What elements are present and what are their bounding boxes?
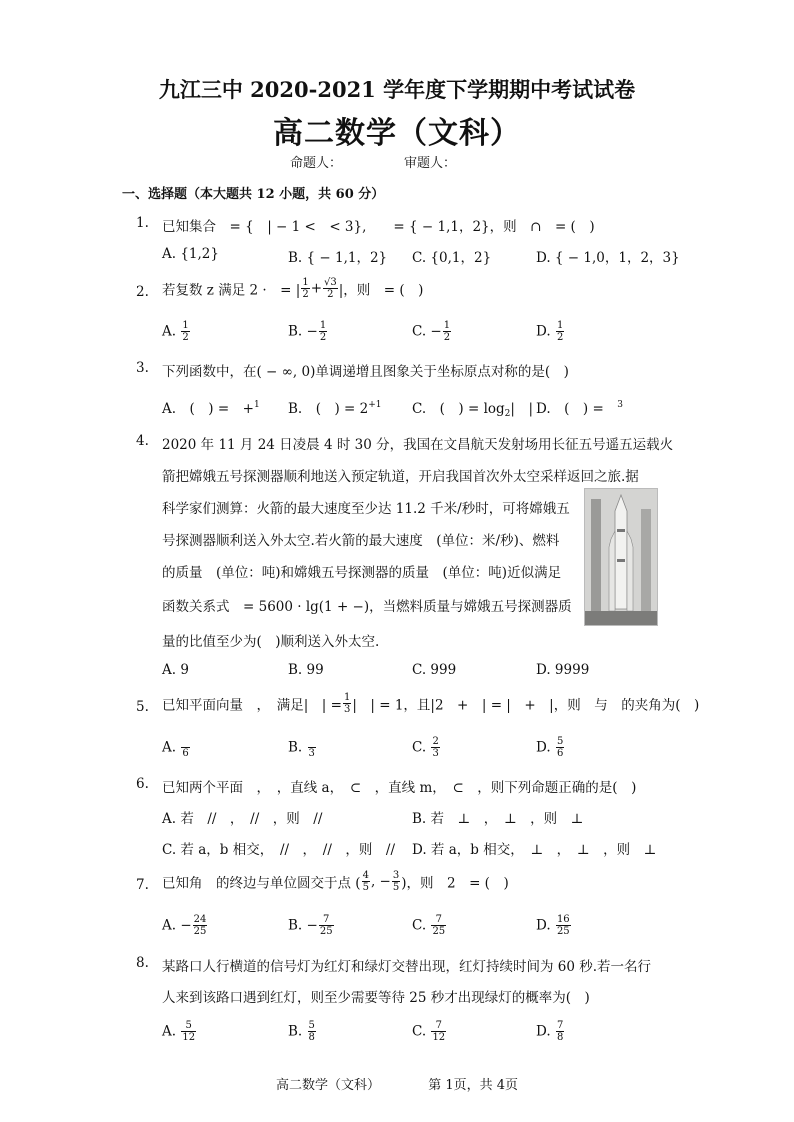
- option-a: A. $\frac{5}{12}$: [162, 1020, 196, 1043]
- question-stem: 已知角 的终边与单位圆交于点 ( $\frac{4}{5}$ , − $\frac{3}{5}$ )，则 2 = ( ): [162, 870, 509, 893]
- section-heading: 一、选择题（本大题共 12 小题，共 60 分）: [122, 187, 385, 202]
- footer-subject: 高二数学（文科）: [275, 1078, 380, 1093]
- option-b: B. $\frac{5}{8}$: [288, 1020, 315, 1043]
- option-b: B. 3: [288, 736, 317, 759]
- option-a: A. $\frac{1}{2}$: [162, 320, 189, 343]
- option-c: C. − $\frac{1}{2}$: [412, 320, 451, 343]
- question-stem: 若复数 z 满足 2 · = | $\frac{1}{2}$ + $\frac{√3}{2}$ |，则 = ( ): [162, 277, 424, 300]
- question-stem: 已知平面向量 ， 满足| | = $\frac{1}{3}$ | | = 1，且|2 + | = | + |，则 与 的夹角为( ): [162, 692, 700, 715]
- author-label: 命题人：: [290, 156, 343, 171]
- option-c: C. {0,1，2}: [412, 250, 492, 266]
- footer-page-number: 第 1页，共 4页: [428, 1078, 519, 1093]
- exam-subject-title: 高二数学（文科）: [273, 116, 521, 151]
- option-b: B. − $\frac{7}{25}$: [288, 914, 333, 937]
- question-text-line: 号探测器顺利送入外太空.若火箭的最大速度 (单位：米/秒)、燃料: [162, 533, 560, 549]
- question-text-line: 科学家们测算：火箭的最大速度至少达 11.2 千米/秒时，可将嫦娥五: [162, 501, 570, 517]
- question-text-line: 某路口人行横道的信号灯为红灯和绿灯交替出现，红灯持续时间为 60 秒.若一名行: [162, 959, 652, 975]
- option-a: A. {1,2}: [162, 246, 219, 262]
- question-number: 7.: [136, 877, 149, 893]
- exam-school-title: 九江三中 2020-2021 学年度下学期期中考试试卷: [158, 77, 636, 102]
- option-a: A. 若 // ， // ，则 //: [162, 811, 323, 827]
- option-a: A. − $\frac{24}{25}$: [162, 914, 207, 937]
- option-b: B. 99: [288, 662, 324, 678]
- option-d: D. 若 a，b 相交， ⊥ ， ⊥ ，则 ⊥: [412, 842, 657, 858]
- question-number: 4.: [136, 433, 149, 449]
- question-number: 3.: [136, 360, 149, 376]
- question-number: 1.: [136, 215, 149, 231]
- question-text-line: 函数关系式 = 5600 · lg(1 + −)，当燃料质量与嫦娥五号探测器质: [162, 599, 572, 615]
- question-number: 2.: [136, 284, 149, 300]
- option-d: D. $\frac{5}{6}$: [536, 736, 564, 759]
- option-d: D. $\frac{16}{25}$: [536, 914, 570, 937]
- option-a: A. 6: [162, 736, 191, 759]
- question-number: 5.: [136, 699, 149, 715]
- option-c: C. 999: [412, 662, 457, 678]
- option-b: B. 若 ⊥ ， ⊥ ，则 ⊥: [412, 811, 584, 827]
- fraction: $\frac{1}{2}$: [302, 277, 309, 300]
- question-stem: 下列函数中，在( − ∞, 0)单调递增且图象关于坐标原点对称的是( ): [162, 364, 569, 380]
- option-d: D. $\frac{1}{2}$: [536, 320, 564, 343]
- option-d: D. ( ) = $^3$: [536, 400, 624, 417]
- fraction: $\frac{3}{5}$: [392, 870, 400, 893]
- question-text-line: 人来到该路口遇到红灯，则至少需要等待 25 秒才出现绿灯的概率为( ): [162, 990, 590, 1006]
- option-b: B. − $\frac{1}{2}$: [288, 320, 327, 343]
- question-stem: 已知集合 = { | − 1 < < 3}, = { − 1,1，2}，则 ∩ = ( ): [162, 219, 595, 235]
- option-a: A. ( ) = +$^1$: [162, 400, 260, 417]
- question-number: 6.: [136, 776, 149, 792]
- question-text-line: 箭把嫦娥五号探测器顺利地送入预定轨道，开启我国首次外太空采样返回之旅.据: [162, 469, 639, 485]
- page-footer: [0, 1074, 794, 1093]
- option-a: A. 9: [162, 662, 189, 678]
- fraction: $\frac{1}{3}$: [343, 692, 351, 715]
- rocket-illustration: [585, 489, 657, 625]
- question-text-line: 2020 年 11 月 24 日凌晨 4 时 30 分，我国在文昌航天发射场用长征五号遥五运载火: [162, 437, 674, 453]
- option-b: B. ( ) = $2^{+1}$: [288, 400, 382, 417]
- question-stem: 已知两个平面 ， ，直线 a， ⊂ ，直线 m， ⊂ ，则下列命题正确的是( ): [162, 780, 637, 796]
- question-text-line: 的质量 (单位：吨)和嫦娥五号探测器的质量 (单位：吨)近似满足: [162, 565, 562, 581]
- option-c: C. $\frac{7}{25}$: [412, 914, 446, 937]
- option-d: D. 9999: [536, 662, 590, 678]
- option-c: C. 若 a，b 相交， // ， // ，则 //: [162, 842, 395, 858]
- question-number: 8.: [136, 955, 149, 971]
- option-c: C. $\frac{7}{12}$: [412, 1020, 446, 1043]
- fraction: $\frac{4}{5}$: [362, 870, 369, 893]
- reviewer-label: 审题人：: [404, 156, 457, 171]
- question-text-line: 量的比值至少为( )顺利送入外太空.: [162, 634, 380, 650]
- option-d: D. { − 1,0，1，2，3}: [536, 250, 680, 266]
- option-d: D. $\frac{7}{8}$: [536, 1020, 564, 1043]
- option-b: B. { − 1,1，2}: [288, 250, 388, 266]
- fraction: $\frac{√3}{2}$: [324, 277, 337, 300]
- rocket-photo: [584, 488, 658, 626]
- option-c: C. $\frac{2}{3}$: [412, 736, 439, 759]
- option-c: C. ( ) = $\log_2|$ |: [412, 401, 533, 419]
